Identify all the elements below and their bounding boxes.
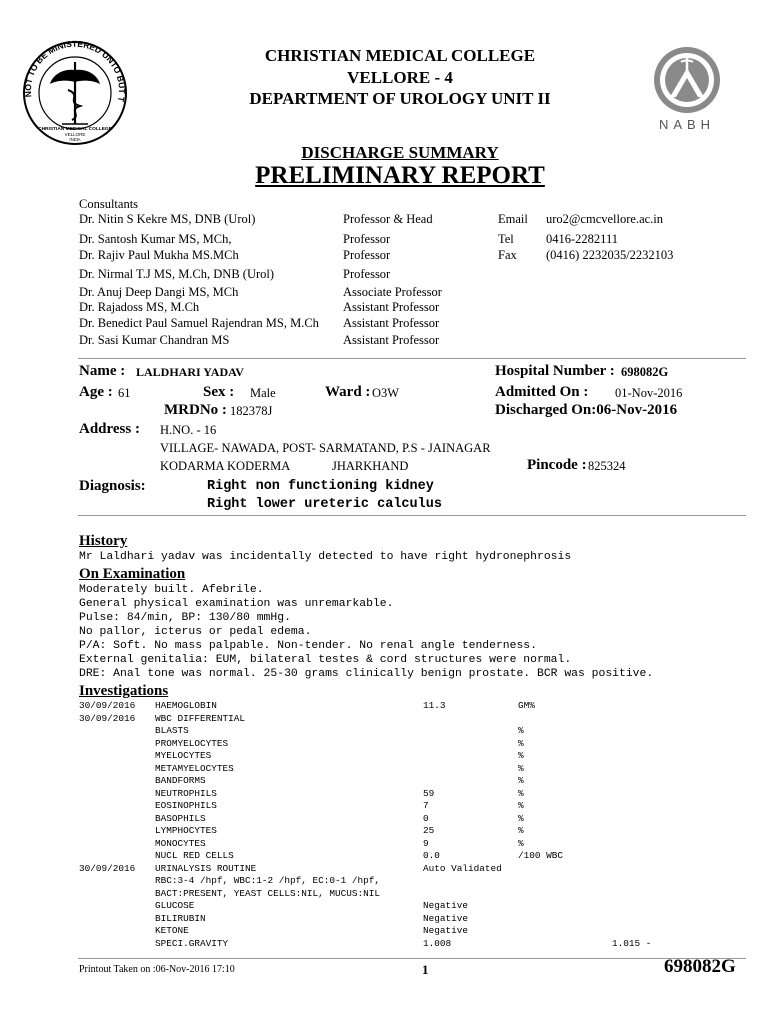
address-state: JHARKHAND bbox=[332, 459, 409, 473]
inv-test: BASOPHILS bbox=[155, 812, 206, 824]
pincode-label: Pincode : bbox=[527, 457, 587, 473]
inv-unit: /100 WBC bbox=[518, 850, 564, 861]
hospital-city: VELLORE - 4 bbox=[347, 68, 453, 87]
consultant-role: Professor bbox=[343, 267, 391, 281]
tel-value: 0416-2282111 bbox=[546, 232, 618, 246]
inv-test: HAEMOGLOBIN bbox=[155, 700, 217, 711]
inv-unit: % bbox=[518, 750, 524, 761]
inv-value: 25 bbox=[423, 825, 435, 836]
inv-unit: % bbox=[518, 762, 524, 774]
inv-unit: % bbox=[518, 725, 524, 736]
exam-line: External genitalia: EUM, bilateral testes & cord structures were normal. bbox=[79, 654, 572, 666]
inv-test: MYELOCYTES bbox=[155, 750, 212, 761]
svg-text:INDIA: INDIA bbox=[69, 137, 81, 142]
address-label: Address : bbox=[79, 421, 140, 437]
inv-value: 7 bbox=[423, 800, 429, 811]
name-label: Name : bbox=[79, 363, 126, 379]
consultant-role: Professor bbox=[343, 232, 391, 246]
history-heading: History bbox=[79, 533, 128, 549]
seal-motto: NOT TO BE MINISTERED UNTO BUT T bbox=[22, 40, 128, 103]
sex-value: Male bbox=[250, 386, 276, 400]
hospital-name: CHRISTIAN MEDICAL COLLEGE bbox=[264, 46, 536, 65]
consultant-name: Dr. Sasi Kumar Chandran MS bbox=[79, 333, 230, 347]
patient-name: LALDHARI YADAV bbox=[136, 365, 244, 379]
inv-test: METAMYELOCYTES bbox=[155, 762, 234, 774]
inv-test: BACT:PRESENT, YEAST CELLS:NIL, MUCUS:NIL bbox=[155, 887, 381, 899]
inv-unit: % bbox=[518, 775, 524, 786]
email-value: uro2@cmcvellore.ac.in bbox=[546, 212, 664, 226]
consultant-role: Associate Professor bbox=[343, 285, 442, 299]
inv-test: NEUTROPHILS bbox=[155, 787, 217, 799]
inv-unit: % bbox=[518, 787, 524, 799]
preliminary-report-title: PRELIMINARY REPORT bbox=[255, 162, 545, 189]
inv-test: SPECI.GRAVITY bbox=[155, 937, 229, 949]
inv-test: WBC DIFFERENTIAL bbox=[155, 712, 246, 724]
inv-unit: % bbox=[518, 825, 524, 836]
inv-test: EOSINOPHILS bbox=[155, 800, 217, 811]
inv-value: Negative bbox=[423, 925, 469, 936]
exam-line: DRE: Anal tone was normal. 25-30 grams clinically benign prostate. BCR was positive. bbox=[79, 668, 654, 680]
fax-label: Fax bbox=[498, 248, 517, 262]
address-line-3: KODARMA KODERMA bbox=[160, 459, 291, 473]
age-value: 61 bbox=[118, 386, 131, 400]
age-label: Age : bbox=[79, 384, 113, 400]
mrd-value: 182378J bbox=[230, 404, 273, 418]
printout-timestamp: Printout Taken on :06-Nov-2016 17:10 bbox=[79, 964, 235, 975]
divider bbox=[78, 358, 746, 359]
inv-test: RBC:3-4 /hpf, WBC:1-2 /hpf, EC:0-1 /hpf, bbox=[155, 875, 381, 886]
inv-test: PROMYELOCYTES bbox=[155, 737, 229, 749]
hospital-number: 698082G bbox=[621, 365, 669, 379]
inv-value: 0 bbox=[423, 812, 429, 824]
exam-line: P/A: Soft. No mass palpable. Non-tender. No renal angle tenderness. bbox=[79, 640, 537, 652]
inv-test: GLUCOSE bbox=[155, 900, 195, 911]
svg-text:NABH: NABH bbox=[658, 117, 716, 132]
ward-value: O3W bbox=[372, 386, 400, 400]
inv-unit: % bbox=[518, 837, 524, 849]
ward-label: Ward : bbox=[325, 384, 371, 400]
consultant-name: Dr. Nitin S Kekre MS, DNB (Urol) bbox=[79, 212, 256, 226]
history-text: Mr Laldhari yadav was incidentally detected to have right hydronephrosis bbox=[79, 551, 572, 563]
footer-divider bbox=[78, 958, 746, 959]
inv-date: 30/09/2016 bbox=[79, 700, 136, 711]
svg-text:CHRISTIAN MEDICAL COLLEGE: CHRISTIAN MEDICAL COLLEGE bbox=[38, 127, 112, 132]
inv-unit: % bbox=[518, 737, 524, 749]
consultant-role: Assistant Professor bbox=[343, 300, 440, 314]
diagnosis-line-1: Right non functioning kidney bbox=[207, 479, 434, 494]
footer-hospital-number: 698082G bbox=[664, 956, 736, 977]
exam-line: Pulse: 84/min, BP: 130/80 mmHg. bbox=[79, 612, 291, 624]
exam-line: No pallor, icterus or pedal edema. bbox=[79, 626, 312, 638]
admitted-date: 01-Nov-2016 bbox=[615, 386, 683, 400]
inv-test: KETONE bbox=[155, 925, 189, 936]
inv-test: LYMPHOCYTES bbox=[155, 825, 217, 836]
department-name: DEPARTMENT OF UROLOGY UNIT II bbox=[249, 89, 551, 108]
consultant-role: Professor bbox=[343, 248, 391, 262]
consultant-name: Dr. Santosh Kumar MS, MCh, bbox=[79, 232, 232, 246]
page-number: 1 bbox=[422, 962, 429, 977]
inv-unit: % bbox=[518, 800, 524, 811]
inv-value: 0.0 bbox=[423, 850, 440, 861]
sex-label: Sex : bbox=[203, 384, 235, 400]
consultant-name: Dr. Nirmal T.J MS, M.Ch, DNB (Urol) bbox=[79, 267, 275, 281]
exam-line: General physical examination was unremarkable. bbox=[79, 598, 394, 610]
inv-value: Negative bbox=[423, 912, 469, 924]
inv-test: MONOCYTES bbox=[155, 837, 206, 849]
inv-value: 9 bbox=[423, 837, 429, 849]
inv-date: 30/09/2016 bbox=[79, 862, 136, 874]
inv-test: BANDFORMS bbox=[155, 775, 206, 786]
consultant-name: Dr. Anuj Deep Dangi MS, MCh bbox=[79, 285, 239, 299]
address-line-1: H.NO. - 16 bbox=[160, 423, 217, 437]
diagnosis-label: Diagnosis: bbox=[79, 478, 146, 494]
consultant-role: Assistant Professor bbox=[343, 333, 440, 347]
inv-value: 59 bbox=[423, 787, 435, 799]
examination-heading: On Examination bbox=[79, 566, 186, 582]
svg-text:VELLORE: VELLORE bbox=[64, 132, 86, 137]
admitted-label: Admitted On : bbox=[495, 384, 589, 400]
consultant-role: Assistant Professor bbox=[343, 316, 440, 330]
inv-value: 1.008 bbox=[423, 937, 452, 949]
consultant-name: Dr. Benedict Paul Samuel Rajendran MS, M.Ch bbox=[79, 316, 319, 330]
inv-test: BLASTS bbox=[155, 725, 189, 736]
inv-test: NUCL RED CELLS bbox=[155, 850, 234, 861]
hospital-number-label: Hospital Number : bbox=[495, 363, 615, 379]
inv-range: 1.015 - bbox=[612, 937, 652, 949]
divider bbox=[78, 515, 746, 516]
inv-value: Negative bbox=[423, 900, 469, 911]
inv-test: URINALYSIS ROUTINE bbox=[155, 862, 257, 874]
consultants-heading: Consultants bbox=[79, 197, 139, 211]
exam-line: Moderately built. Afebrile. bbox=[79, 584, 264, 596]
address-line-2: VILLAGE- NAWADA, POST- SARMATAND, P.S - JAINAGAR bbox=[160, 441, 491, 455]
pincode-value: 825324 bbox=[588, 459, 626, 473]
inv-date: 30/09/2016 bbox=[79, 712, 136, 724]
email-label: Email bbox=[498, 212, 528, 226]
diagnosis-line-2: Right lower ureteric calculus bbox=[207, 497, 442, 512]
fax-value: (0416) 2232035/2232103 bbox=[546, 248, 674, 262]
consultant-role: Professor & Head bbox=[343, 212, 433, 226]
consultant-name: Dr. Rajiv Paul Mukha MS.MCh bbox=[79, 248, 239, 262]
inv-test: BILIRUBIN bbox=[155, 912, 206, 924]
cmc-seal-logo bbox=[22, 40, 128, 146]
discharged-date: Discharged On:06-Nov-2016 bbox=[495, 402, 678, 418]
inv-value: Auto Validated bbox=[423, 862, 502, 874]
investigations-heading: Investigations bbox=[79, 683, 169, 699]
nabh-logo bbox=[640, 42, 734, 134]
mrd-label: MRDNo : bbox=[164, 402, 227, 418]
tel-label: Tel bbox=[498, 232, 514, 246]
inv-unit: % bbox=[518, 812, 524, 824]
consultant-name: Dr. Rajadoss MS, M.Ch bbox=[79, 300, 200, 314]
inv-value: 11.3 bbox=[423, 700, 446, 711]
discharge-summary-title: DISCHARGE SUMMARY bbox=[301, 143, 499, 162]
inv-unit: GM% bbox=[518, 700, 535, 711]
